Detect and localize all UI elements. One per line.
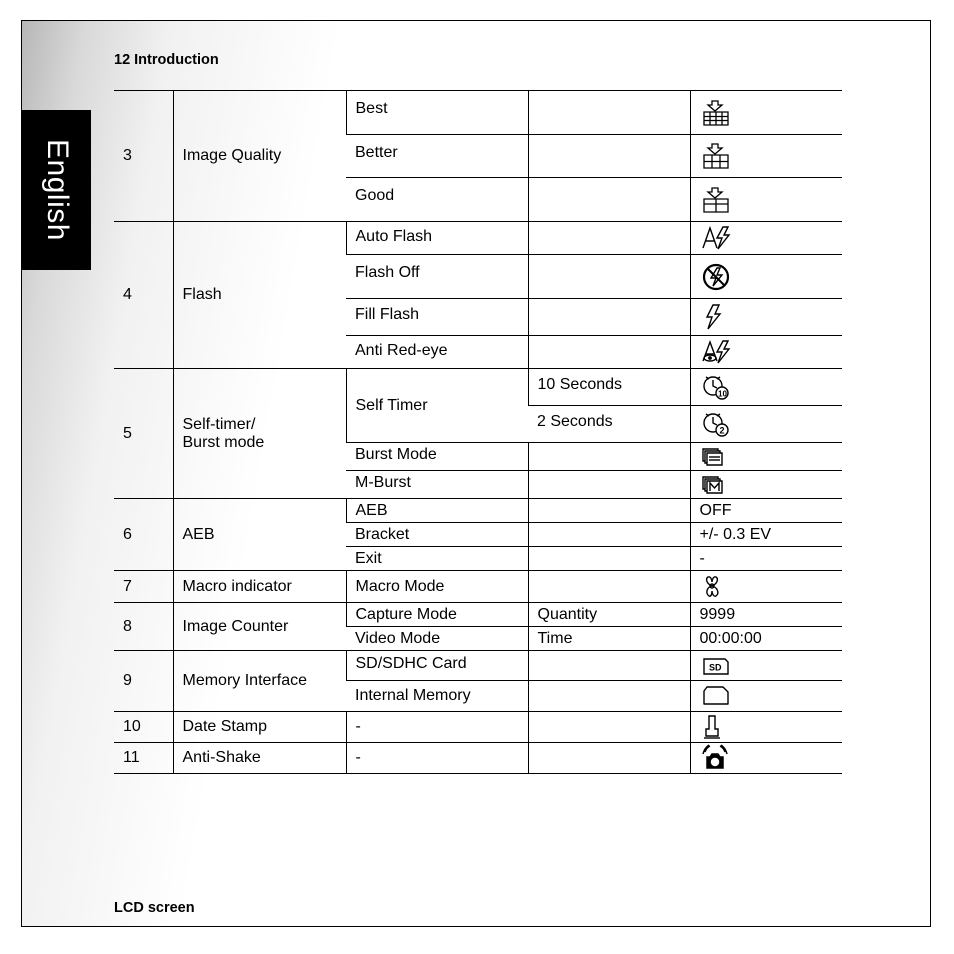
- item-number: 4: [114, 222, 173, 369]
- sub-option-cell: [528, 222, 690, 255]
- item-name: Date Stamp: [173, 712, 346, 743]
- item-number: 3: [114, 91, 173, 222]
- svg-text:2: 2: [719, 425, 725, 436]
- item-number: 6: [114, 499, 173, 571]
- option-label: Fill Flash: [346, 299, 528, 336]
- option-label: Internal Memory: [346, 681, 528, 712]
- page-footer: LCD screen: [114, 900, 195, 916]
- sub-option-label: 10 Seconds: [528, 369, 690, 406]
- option-label: Good: [346, 178, 528, 222]
- language-tab-label: English: [40, 139, 74, 241]
- option-label: SD/SDHC Card: [346, 651, 528, 681]
- table-row: [114, 499, 842, 523]
- item-number: 9: [114, 651, 173, 712]
- option-label: Flash Off: [346, 255, 528, 299]
- sub-option-cell: [528, 743, 690, 774]
- table-row: [114, 743, 842, 774]
- quality-good-icon: [690, 178, 842, 222]
- date-stamp-icon: [690, 712, 842, 743]
- item-number: 10: [114, 712, 173, 743]
- sub-option-cell: [528, 336, 690, 369]
- option-label: Bracket: [346, 523, 528, 547]
- item-name: Image Quality: [173, 91, 346, 222]
- self-timer-2s-icon: [690, 406, 842, 443]
- sub-option-cell: [528, 135, 690, 178]
- sub-option-label: 2 Seconds: [528, 406, 690, 443]
- flash-off-icon: [690, 255, 842, 299]
- svg-text:SD: SD: [708, 662, 722, 672]
- option-value: OFF: [690, 499, 842, 523]
- sub-option-cell: [528, 651, 690, 681]
- option-value: 9999: [690, 603, 842, 627]
- option-value: +/- 0.3 EV: [690, 523, 842, 547]
- item-number: 11: [114, 743, 173, 774]
- sub-option-cell: [528, 547, 690, 571]
- item-name: Anti-Shake: [173, 743, 346, 774]
- item-number: 7: [114, 571, 173, 603]
- sub-option-cell: [528, 443, 690, 471]
- page-header: 12 Introduction: [114, 52, 219, 68]
- table-row: [114, 651, 842, 681]
- item-name: Memory Interface: [173, 651, 346, 712]
- option-value: -: [690, 547, 842, 571]
- option-label: AEB: [346, 499, 528, 523]
- sub-option-label: Quantity: [528, 603, 690, 627]
- option-label: Better: [346, 135, 528, 178]
- internal-memory-icon: [690, 681, 842, 712]
- anti-red-eye-icon: [690, 336, 842, 369]
- fill-flash-icon: [690, 299, 842, 336]
- option-label: Burst Mode: [346, 443, 528, 471]
- option-label: Exit: [346, 547, 528, 571]
- sub-option-cell: [528, 681, 690, 712]
- sub-option-cell: [528, 91, 690, 135]
- quality-best-icon: [690, 91, 842, 135]
- sub-option-cell: [528, 523, 690, 547]
- sub-option-cell: [528, 471, 690, 499]
- item-name: Macro indicator: [173, 571, 346, 603]
- language-tab: [22, 110, 91, 270]
- item-name-line: Burst mode: [182, 433, 265, 451]
- option-label: M-Burst: [346, 471, 528, 499]
- item-name: Image Counter: [173, 603, 346, 651]
- burst-mode-icon: [690, 443, 842, 471]
- self-timer-10s-icon: [690, 369, 842, 406]
- table-row: [114, 712, 842, 743]
- item-name: AEB: [173, 499, 346, 571]
- auto-flash-icon: [690, 222, 842, 255]
- item-name: [173, 369, 346, 499]
- sub-option-cell: [528, 712, 690, 743]
- sub-option-cell: [528, 299, 690, 336]
- svg-text:10: 10: [717, 389, 727, 399]
- sub-option-cell: [528, 255, 690, 299]
- quality-better-icon: [690, 135, 842, 178]
- macro-icon: [690, 571, 842, 603]
- option-label: Video Mode: [346, 627, 528, 651]
- option-label: -: [346, 712, 528, 743]
- option-value: 00:00:00: [690, 627, 842, 651]
- table-row: [114, 91, 842, 135]
- option-label: Macro Mode: [346, 571, 528, 603]
- table-row: [114, 369, 842, 406]
- item-number: 5: [114, 369, 173, 499]
- table-row: [114, 571, 842, 603]
- sub-option-label: Time: [528, 627, 690, 651]
- option-label: Auto Flash: [346, 222, 528, 255]
- option-label: -: [346, 743, 528, 774]
- table-row: [114, 603, 842, 627]
- anti-shake-icon: [690, 743, 842, 774]
- item-name: Flash: [173, 222, 346, 369]
- option-label: Anti Red-eye: [346, 336, 528, 369]
- option-label: Best: [346, 91, 528, 135]
- option-label: Self Timer: [346, 369, 528, 443]
- sub-option-cell: [528, 178, 690, 222]
- sub-option-cell: [528, 571, 690, 603]
- lcd-icon-table: [114, 90, 842, 774]
- table-row: [114, 222, 842, 255]
- item-name-line: Self-timer/: [182, 415, 256, 433]
- m-burst-icon: [690, 471, 842, 499]
- sub-option-cell: [528, 499, 690, 523]
- item-number: 8: [114, 603, 173, 651]
- option-label: Capture Mode: [346, 603, 528, 627]
- sd-card-icon: [690, 651, 842, 681]
